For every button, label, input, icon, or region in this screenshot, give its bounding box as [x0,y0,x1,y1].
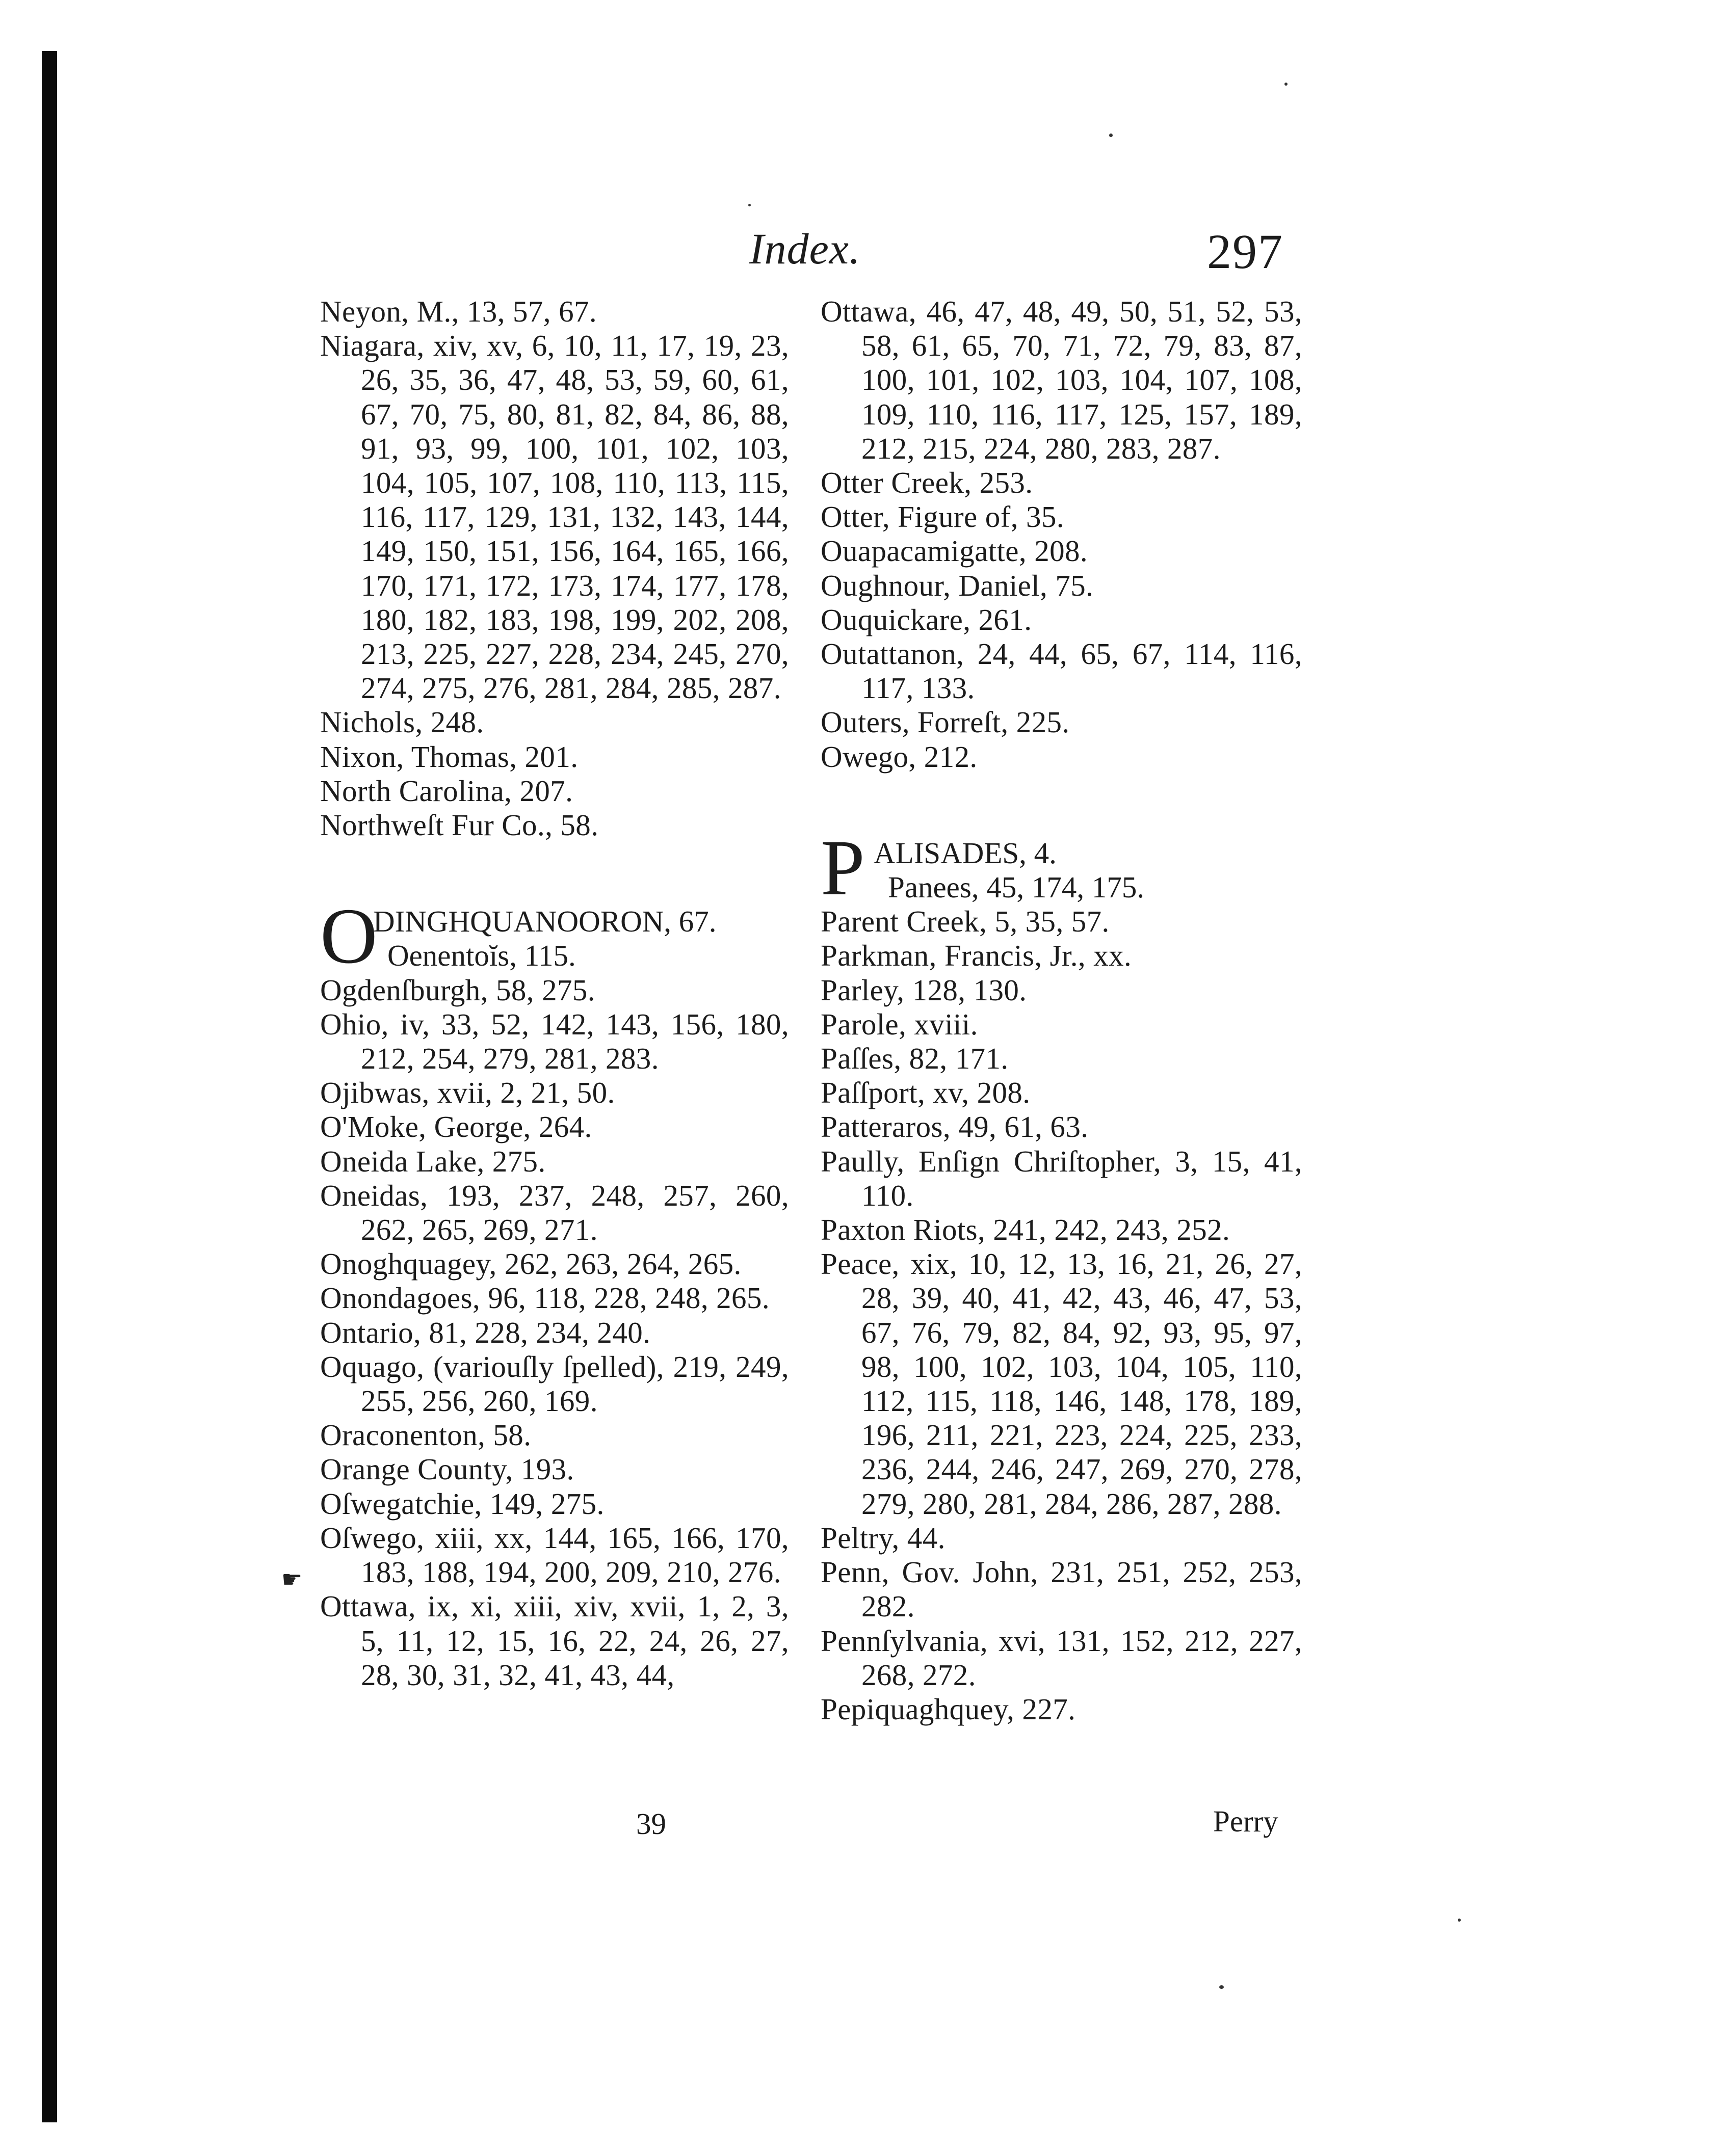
index-entry: Oraconenton, 58. [320,1418,532,1452]
index-entry: Parley, 128, 130. [821,973,1027,1007]
index-entry: Ottawa, 46, 47, 48, 49, 50, 51, 52, 53, 58, 61, 65, 70, 71, 72, 79, 83, 87, 100, 101, 102, 103, 104, 107, 108, 109, 110, 116, 117, 125, 157, 189, 212, 215, 224, 280, 283, 287. [821,295,1302,465]
index-entry: Oſwegatchie, 149, 275. [320,1486,605,1521]
index-entry: Penn, Gov. John, 231, 251, 252, 253, 282. [821,1555,1302,1623]
scan-speck [1109,134,1113,137]
index-entry: Ouapacamigatte, 208. [821,534,1088,568]
index-entry: Otter, Figure of, 35. [821,500,1064,534]
index-column-right [821,295,1302,1726]
index-entry: Parole, xviii. [821,1007,978,1041]
index-entry: Otter Creek, 253. [821,466,1033,500]
section-gap [821,774,1302,836]
section-gap [320,842,789,904]
index-entry: Northweſt Fur Co., 58. [320,808,599,842]
drop-cap-p: P [821,823,865,912]
index-entry: Oughnour, Daniel, 75. [821,568,1094,602]
index-entry: Patteraros, 49, 61, 63. [821,1110,1089,1144]
index-entry: Neyon, M., 13, 57, 67. [320,295,597,328]
index-entry: Ogdenſburgh, 58, 275. [320,973,595,1007]
scan-speck [1458,1919,1461,1922]
index-entry: Paſſes, 82, 171. [821,1042,1009,1076]
index-entry: Paſſport, xv, 208. [821,1076,1031,1110]
scan-speck [748,204,751,206]
running-head: Index. [749,224,861,273]
index-entry: Ohio, iv, 33, 52, 142, 143, 156, 180, 212, 254, 279, 281, 283. [320,1007,789,1076]
page-number: 297 [1207,224,1283,279]
index-entry: O'Moke, George, 264. [320,1110,592,1144]
index-entry: Nixon, Thomas, 201. [320,739,579,774]
index-entry: Oneida Lake, 275. [320,1144,546,1178]
index-entry: Ottawa, ix, xi, xiii, xiv, xvii, 1, 2, 3, 5, 11, 12, 15, 16, 22, 24, 26, 27, 28, 30, 31, 32, 41, 43, 44, [320,1589,789,1692]
scan-speck [1219,1985,1224,1989]
index-entry: Parkman, Francis, Jr., xx. [821,939,1132,973]
binding-edge-shadow [42,51,57,2122]
index-entry: Pepiquaghquey, 227. [821,1692,1076,1726]
index-entry: Nichols, 248. [320,705,484,739]
index-entry: DINGHQUANOORON, 67. [373,904,717,939]
index-column-left [320,295,789,1692]
index-entry: Ontario, 81, 228, 234, 240. [320,1315,651,1349]
index-entry: Oenentoĭs, 115. [387,939,576,973]
letter-section-p [821,823,1302,912]
drop-cap-o: O [320,892,378,980]
index-entry: Outers, Forreſt, 225. [821,705,1070,739]
index-entry: Peace, xix, 10, 12, 13, 16, 21, 26, 27, 28, 39, 40, 41, 42, 43, 46, 47, 53, 67, 76, 79, 82, 84, 92, 93, 95, 97, 98, 100, 102, 103, 104, 105, 110, 112, 115, 118, 146, 148, 178, 189, 196, 211, 221, 223, 224, 225, 233, 236, 244, 246, 247, 269, 270, 278, 279, 280, 281, 284, 286, 287, 288. [821,1247,1302,1521]
index-entry: North Carolina, 207. [320,774,573,808]
index-entry: Pennſylvania, xvi, 131, 152, 212, 227, 268, 272. [821,1623,1302,1692]
index-entry: Oſwego, xiii, xx, 144, 165, 166, 170, 183, 188, 194, 200, 209, 210, 276. [320,1521,789,1589]
index-entry: ALISADES, 4. [874,836,1057,870]
index-entry: Paxton Riots, 241, 242, 243, 252. [821,1213,1230,1247]
index-entry: Panees, 45, 174, 175. [888,870,1145,904]
scan-speck [1284,83,1288,86]
pointing-hand-icon: ☛ [281,1566,303,1592]
index-entry: Ojibwas, xvii, 2, 21, 50. [320,1076,615,1110]
index-entry: Oneidas, 193, 237, 248, 257, 260, 262, 265, 269, 271. [320,1178,789,1247]
index-entry: Onoghquagey, 262, 263, 264, 265. [320,1247,742,1281]
index-entry: Oquago, (variouſly ſpelled), 219, 249, 255, 256, 260, 169. [320,1349,789,1418]
index-entry: Ouquickare, 261. [821,602,1032,636]
index-entry: Niagara, xiv, xv, 6, 10, 11, 17, 19, 23, 26, 35, 36, 47, 48, 53, 59, 60, 61, 67, 70, 75, 80, 81, 82, 84, 86, 88, 91, 93, 99, 100, 101, 102, 103, 104, 105, 107, 108, 110, 113, 115, 116, 117, 129, 131, 132, 143, 144, 149, 150, 151, 156, 164, 165, 166, 170, 171, 172, 173, 174, 177, 178, 180, 182, 183, 198, 199, 202, 208, 213, 225, 227, 228, 234, 245, 270, 274, 275, 276, 281, 284, 285, 287. [320,329,789,705]
letter-section-o [320,892,789,980]
index-entry: Orange County, 193. [320,1452,574,1486]
index-entry: Outattanon, 24, 44, 65, 67, 114, 116, 117, 133. [821,637,1302,705]
index-entry: Owego, 212. [821,739,978,774]
index-entry: Paully, Enſign Chriſtopher, 3, 15, 41, 110. [821,1144,1302,1212]
index-entry: Parent Creek, 5, 35, 57. [821,904,1110,939]
catchword: Perry [1213,1804,1278,1838]
index-entry: Peltry, 44. [821,1521,946,1555]
signature-mark: 39 [636,1807,666,1841]
index-entry: Onondagoes, 96, 118, 228, 248, 265. [320,1281,770,1315]
